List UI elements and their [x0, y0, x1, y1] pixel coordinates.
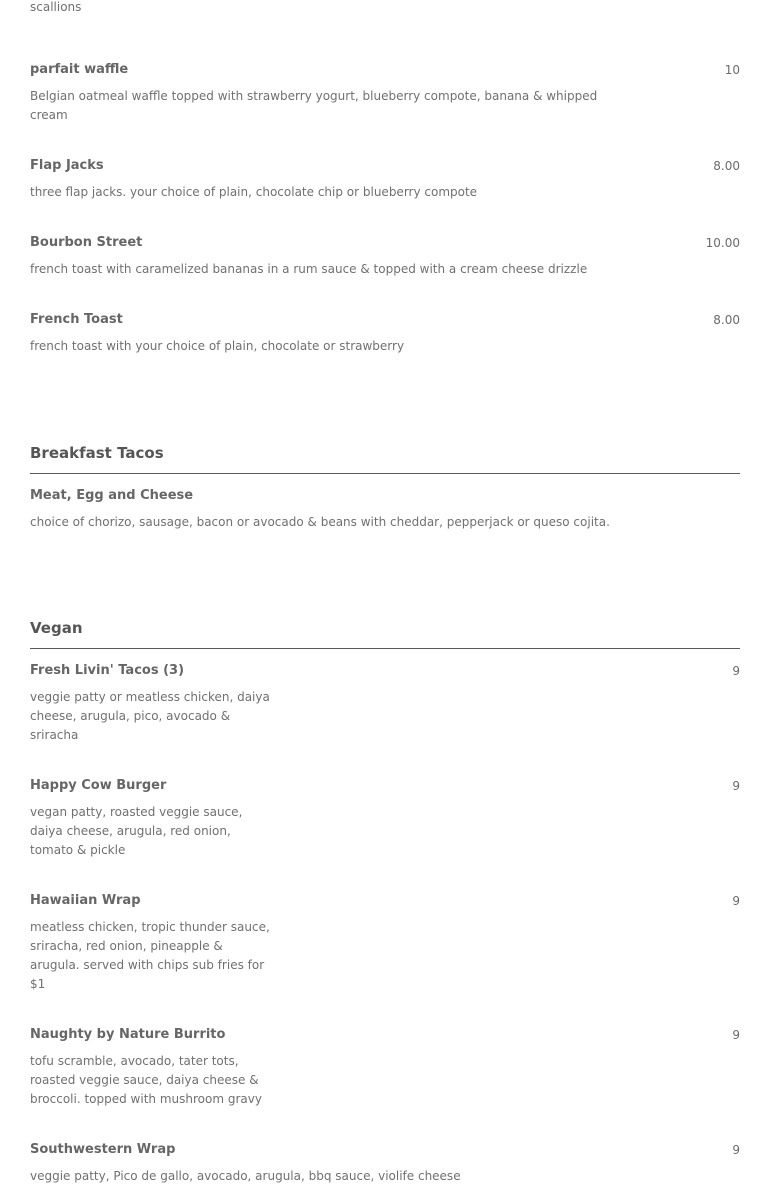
menu-item: [30, 61, 740, 125]
item-name: Southwestern Wrap: [30, 1142, 176, 1157]
item-price: 9: [732, 1028, 740, 1042]
section-title: Vegan: [30, 618, 740, 649]
menu-item: [30, 311, 740, 356]
menu-item: [30, 662, 740, 745]
item-price: 10.00: [705, 236, 740, 250]
menu-item: [30, 777, 740, 860]
item-description: veggie patty, Pico de gallo, avocado, arugula, bbq sauce, violife cheese: [30, 1169, 461, 1183]
menu-page: [30, 0, 740, 1186]
item-price: 9: [732, 779, 740, 793]
item-price: 8.00: [713, 159, 740, 173]
menu-item: [30, 157, 740, 202]
item-description: meatless chicken, tropic thunder sauce, sriracha, red onion, pineapple & arugula. served with chips sub fries for $1: [30, 920, 270, 991]
item-description: tofu scramble, avocado, tater tots, roasted veggie sauce, daiya cheese & broccoli. topped with mushroom gravy: [30, 1054, 262, 1106]
menu-item: [30, 1026, 740, 1109]
item-price: 9: [732, 894, 740, 908]
item-price: 9: [732, 664, 740, 678]
menu-item: [30, 234, 740, 279]
item-description: french toast with your choice of plain, chocolate or strawberry: [30, 339, 405, 353]
menu-item: [30, 892, 740, 994]
item-name: Bourbon Street: [30, 235, 143, 250]
item-price: 10: [724, 63, 740, 77]
item-name: Meat, Egg and Cheese: [30, 488, 194, 503]
item-name: Naughty by Nature Burrito: [30, 1027, 226, 1042]
menu-item: [30, 1141, 740, 1186]
item-name: Happy Cow Burger: [30, 778, 167, 793]
item-description: french toast with caramelized bananas in a rum sauce & topped with a cream cheese drizzle: [30, 262, 588, 276]
item-description: vegan patty, roasted veggie sauce, daiya cheese, arugula, red onion, tomato & pickle: [30, 805, 243, 857]
item-name: parfait waffle: [30, 62, 129, 77]
item-description: scallions: [30, 0, 82, 14]
item-description: choice of chorizo, sausage, bacon or avocado & beans with cheddar, pepperjack or queso cojita.: [30, 515, 610, 529]
item-price: 9: [732, 1143, 740, 1157]
item-description: Belgian oatmeal waffle topped with strawberry yogurt, blueberry compote, banana & whipped cream: [30, 89, 598, 122]
item-name: Fresh Livin' Tacos (3): [30, 663, 185, 678]
item-price: 8.00: [713, 313, 740, 327]
section-vegan: [30, 618, 740, 1186]
item-description: three flap jacks. your choice of plain, chocolate chip or blueberry compote: [30, 185, 478, 199]
item-name: French Toast: [30, 312, 123, 327]
item-name: Hawaiian Wrap: [30, 893, 141, 908]
section-title: Breakfast Tacos: [30, 443, 740, 474]
item-description: veggie patty or meatless chicken, daiya cheese, arugula, pico, avocado & sriracha: [30, 690, 270, 742]
section-breakfast-tacos: [30, 443, 740, 532]
item-name: Flap Jacks: [30, 158, 104, 173]
menu-item: [30, 487, 740, 532]
